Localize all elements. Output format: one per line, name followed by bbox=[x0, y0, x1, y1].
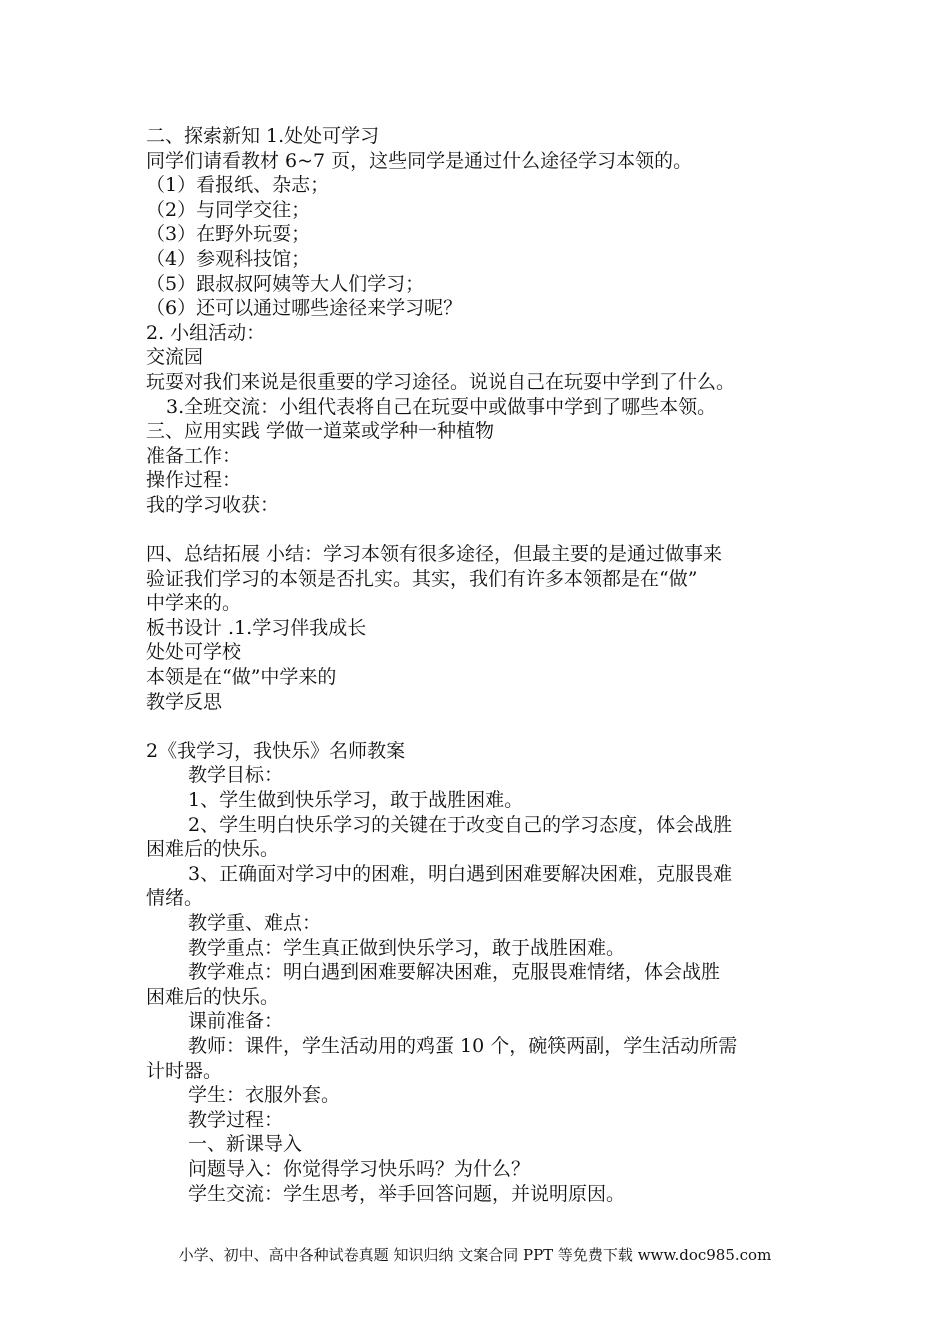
paragraph: 操作过程： bbox=[146, 469, 242, 492]
paragraph: 我的学习收获： bbox=[146, 493, 280, 516]
subheading: 2. 小组活动： bbox=[146, 321, 266, 344]
list-item: （3）在野外玩耍； bbox=[146, 223, 311, 246]
paragraph: 问题导入：你觉得学习快乐吗？为什么？ bbox=[188, 1157, 531, 1180]
subheading: 课前准备： bbox=[188, 1010, 284, 1033]
paragraph: 教学反思 bbox=[146, 690, 223, 713]
document-body bbox=[146, 124, 826, 1206]
paragraph: 同学们请看教材 6~7 页，这些同学是通过什么途径学习本领的。 bbox=[146, 149, 693, 172]
list-item: （1）看报纸、杂志； bbox=[146, 174, 330, 197]
document-title: 2《我学习，我快乐》名师教案 bbox=[146, 739, 406, 762]
section-heading: 三、应用实践 学做一道菜或学种一种植物 bbox=[146, 420, 495, 443]
paragraph: 3、正确面对学习中的困难，明白遇到困难要解决困难，克服畏难 bbox=[188, 862, 733, 885]
paragraph: 困难后的快乐。 bbox=[146, 985, 280, 1008]
paragraph: 准备工作： bbox=[146, 444, 242, 467]
subheading: 教学重、难点： bbox=[188, 912, 322, 934]
paragraph: 教师：课件，学生活动用的鸡蛋 10 个，碗筷两副，学生活动所需 bbox=[188, 1034, 738, 1057]
list-item: （5）跟叔叔阿姨等大人们学习； bbox=[146, 272, 425, 295]
section-heading: 二、探索新知 1.处处可学习 bbox=[146, 125, 380, 147]
paragraph: 交流园 bbox=[146, 346, 204, 369]
subheading: 教学过程： bbox=[188, 1108, 284, 1131]
paragraph: 板书设计 .1.学习伴我成长 bbox=[146, 616, 367, 639]
paragraph: 2、学生明白快乐学习的关键在于改变自己的学习态度，体会战胜 bbox=[188, 813, 733, 836]
paragraph: 处处可学校 bbox=[146, 641, 242, 664]
subheading: 一、新课导入 bbox=[188, 1133, 303, 1156]
subheading: 教学目标： bbox=[188, 764, 284, 787]
paragraph: 教学重点：学生真正做到快乐学习，敢于战胜困难。 bbox=[188, 936, 626, 959]
paragraph: 3.全班交流：小组代表将自己在玩耍中或做事中学到了哪些本领。 bbox=[166, 395, 717, 418]
paragraph: 计时器。 bbox=[146, 1059, 223, 1082]
paragraph: 本领是在“做”中学来的 bbox=[146, 666, 337, 689]
list-item: （2）与同学交往； bbox=[146, 198, 311, 221]
paragraph: 玩耍对我们来说是很重要的学习途径。说说自己在玩耍中学到了什么。 bbox=[146, 370, 736, 393]
page-footer: 小学、初中、高中各种试卷真题 知识归纳 文案合同 PPT 等免费下载 www.doc985.com bbox=[178, 1246, 772, 1264]
spacer bbox=[146, 714, 826, 739]
paragraph: 1、学生做到快乐学习，敢于战胜困难。 bbox=[188, 789, 524, 812]
list-item: （6）还可以通过哪些途径来学习呢？ bbox=[146, 297, 463, 320]
section-heading: 四、总结拓展 小结：学习本领有很多途径，但最主要的是通过做事来 bbox=[146, 543, 723, 566]
paragraph: 教学难点：明白遇到困难要解决困难，克服畏难情绪，体会战胜 bbox=[188, 961, 721, 984]
paragraph: 学生：衣服外套。 bbox=[188, 1084, 341, 1107]
paragraph: 情绪。 bbox=[146, 887, 204, 910]
paragraph: 困难后的快乐。 bbox=[146, 838, 280, 861]
paragraph: 中学来的。 bbox=[146, 592, 242, 615]
paragraph: 学生交流：学生思考，举手回答问题，并说明原因。 bbox=[188, 1182, 626, 1205]
list-item: （4）参观科技馆； bbox=[146, 247, 311, 270]
paragraph: 验证我们学习的本领是否扎实。其实，我们有许多本领都是在“做” bbox=[146, 567, 698, 590]
spacer bbox=[146, 518, 826, 543]
